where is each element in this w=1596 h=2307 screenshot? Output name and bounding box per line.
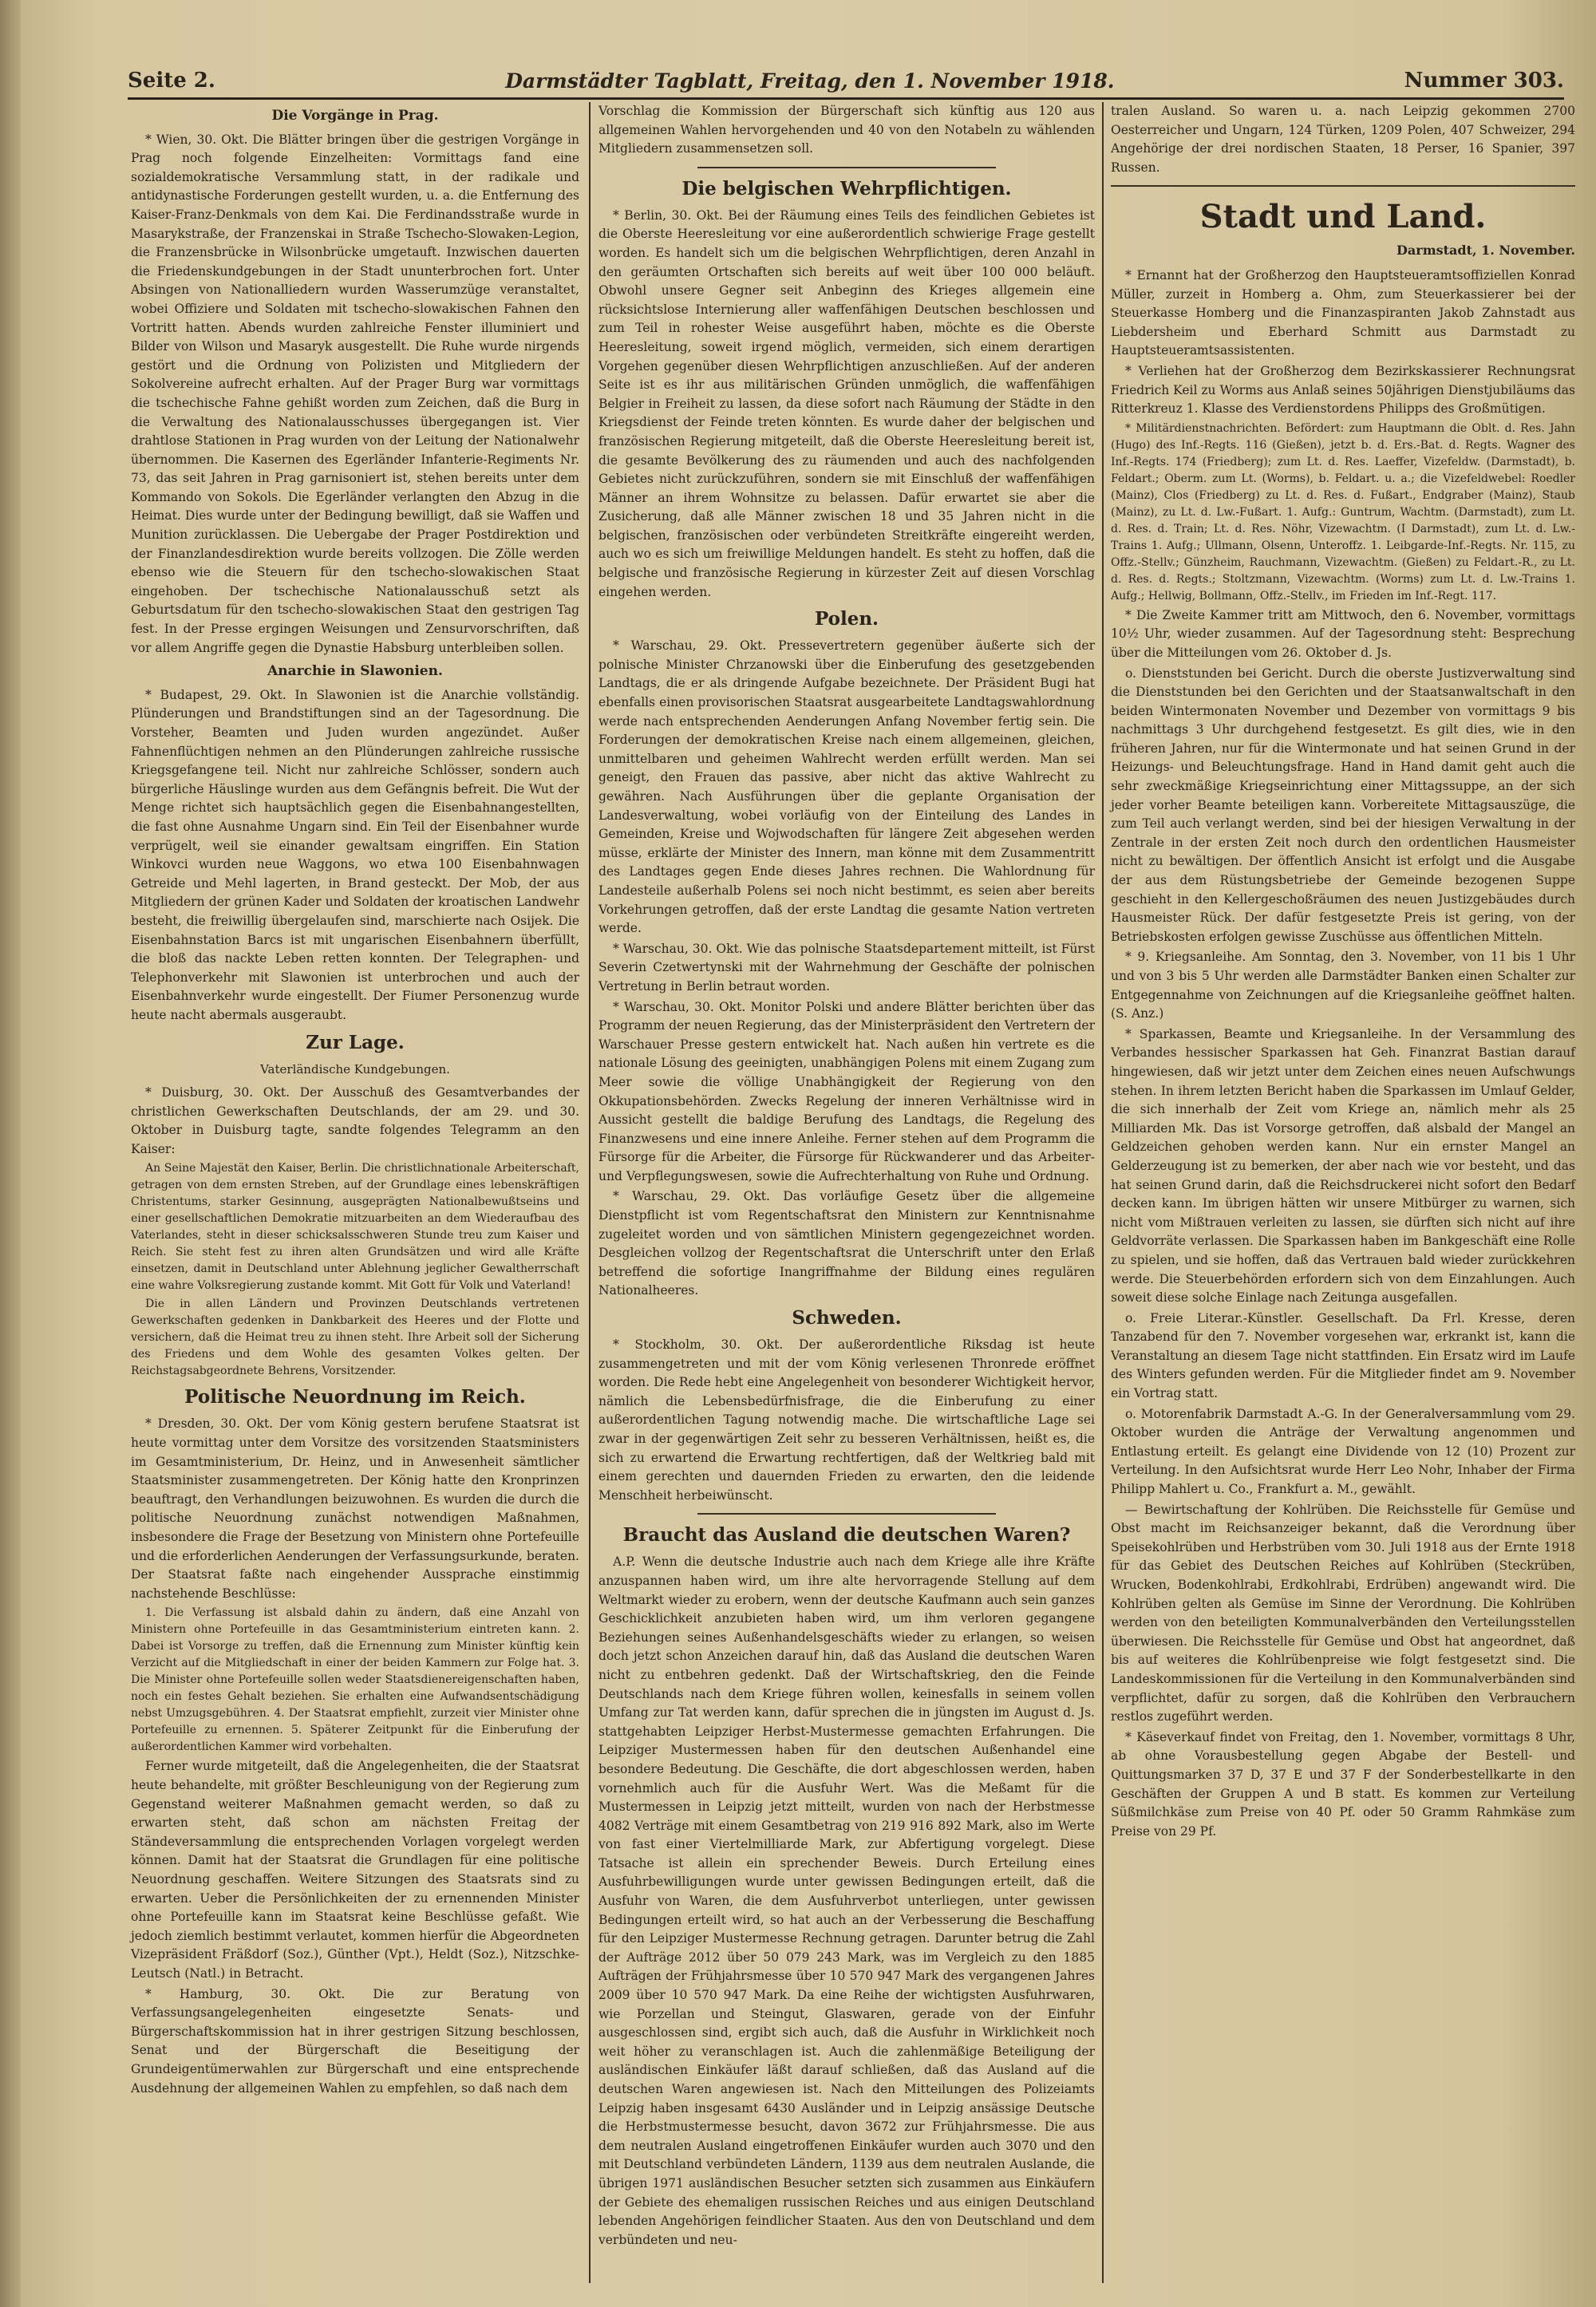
masthead (128, 56, 1564, 100)
section-title: Die Vorgänge in Prag. (271, 108, 439, 124)
section-title: Zur Lage. (306, 1031, 405, 1053)
article-paragraph: o. Freie Literar.-Künstler. Gesellschaft. Da Frl. Kresse, deren Tanzabend für den 7. November vorgesehen war, erkrankt ist, kann die Veranstaltung an diesem Tage nicht stattfinden. Ein Ersatz wird im Laufe des Winters gefunden werden. Für die Mitglieder findet am 9. November ein Vortrag statt. (1111, 1310, 1575, 1401)
article-paragraph: * Warschau, 30. Okt. Monitor Polski und andere Blätter berichten über das Programm der neuen Regierung, das der Ministerpräsident den Vertretern der Warschauer Presse gestern entwickelt hat. Nach außen hin vertrete es die nationale Lösung des geeinigten, unabhängigen Polens mit einem Zugang zum Meer sowie die völlige Unabhängigkeit der Regierung von den Okkupationsbehörden. Zwecks Regelung der inneren Verhältnisse wird in Aussicht gestellt die baldige Berufung des Landtags, die Regelung des Finanzwesens und eine innere Anleihe. Ferner stehen auf dem Programm die Fürsorge für die Arbeiter, die Fürsorge für Rückwanderer und das Arbeiter- und Verpflegungswesen, sowie die Aufrechterhaltung von Ruhe und Ordnung. (598, 999, 1095, 1183)
article-paragraph: * Wien, 30. Okt. Die Blätter bringen über die gestrigen Vorgänge in Prag noch folgende Einzelheiten: Vormittags fand eine sozialdemokratische Versammlung statt, in der radikale und antidynastische Forderungen gestellt wurden, u. a. die Entfernung des Kaiser-Franz-Denkmals von dem Kai. Die Ferdinandsstraße wurde in Masarykstraße, der Franzenskai in Straße Tschecho-Slowaken-Legion, die Franzensbrücke in Wilsonbrücke umgetauft. Inzwischen dauerten die Friedenskundgebungen in der Stadt ununterbrochen fort. Unter Absingen von Nationalliedern wurden Wasserumzüge veranstaltet, wobei Offiziere und Soldaten mit tschecho-slowakischen Fahnen den Vortritt hatten. Abends wurden zahlreiche Fenster illuminiert und Bilder von Wilson und Masaryk ausgestellt. Die Ruhe wurde nirgends gestört und die Ordnung von Polizisten und Mitgliedern der Sokolvereine aufrecht erhalten. Auf der Prager Burg war vormittags die tschechische Fahne gehißt worden zum Zeichen, daß die Burg in die Verwaltung des Nationalausschusses übergegangen ist. Vier drahtlose Stationen in Prag wurden von der Leitung der Nationalwehr übernommen. Die Kasernen des Egerländer Infanterie-Regiments Nr. 73, das seit Jahren in Prag garnisoniert ist, stehen bereits unter dem Kommando von Sokols. Die Egerländer verlangten den Abzug in die Heimat. Dies wurde unter der Bedingung bewilligt, daß sie Waffen und Munition zurücklassen. Die Uebergabe der Prager Postdirektion und der Finanzlandesdirektion wurde bereits vollzogen. Die Zölle werden ebenso wie die Steuern für den tschecho-slowakischen Staat eingehoben. Der tschechische Nationalausschuß setzt als Geburtsdatum für den tschecho-slowakischen Staat den gestrigen Tag fest. In der Presse ergingen Weisungen und Zensurvorschriften, daß vor allem Angriffe gegen die Dynastie Habsburg unterbleiben sollen. (131, 132, 579, 655)
section-subtitle: Vaterländische Kundgebungen. (260, 1061, 450, 1076)
column-rule-2 (1102, 102, 1104, 2283)
column-rule-1 (589, 102, 591, 2283)
article-paragraph: * Duisburg, 30. Okt. Der Ausschuß des Gesamtverbandes der christlichen Gewerkschaften Deutschlands, der am 29. und 30. Oktober in Duisburg tagte, sandte folgendes Telegramm an den Kaiser: (131, 1085, 579, 1156)
article-paragraph: * Militärdienstnachrichten. Befördert: zum Hauptmann die Oblt. d. Res. Jahn (Hugo) des Inf.-Regts. 116 (Gießen), jetzt b. d. Ers.-Bat. d. Regts. Wagner des Inf.-Regts. 174 (Friedberg); zum Lt. d. Res. Laeffer, Vizefeldw. (Darmstadt), b. Feldart.; Oberm. zum Lt. (Worms), b. Feldart. u. a.; die Vizefeldwebel: Roedler (Mainz), Clos (Friedberg) zu Lt. d. Res. d. Fußart., Endgraber (Mainz), Staub (Mainz), zu Lt. d. Lw.-Fußart. 1. Aufg.: Guntrum, Wachtm. (Darmstadt), zum Lt. d. Res. d. Train; Lt. d. Res. Nöhr, Vizewachtm. (I Darmstadt), zum Lt. d. Lw.-Trains 1. Aufg.; Ullmann, Olsenn, Unteroffz. 1. Leibgarde-Inf.-Regts. Nr. 115, zu Offz.-Stellv.; Günzheim, Rauchmann, Vizewachtm. (Gießen) zu Feldart.-R., zu Lt. d. Res. d. Regts.; Stoltzmann, Vizewachtm. (Worms) zum Lt. d. Lw.-Trains 1. Aufg.; Hellwig, Bollmann, Offz.-Stellv., im Frieden im Inf.-Regt. 117. (1111, 421, 1575, 602)
section-divider (697, 1513, 995, 1515)
article-paragraph: * 9. Kriegsanleihe. Am Sonntag, den 3. November, von 11 bis 1 Uhr und von 3 bis 5 Uhr werden alle Darmstädter Banken einen Schalter zur Entgegennahme von Zeichnungen auf die Kriegsanleihe geöffnet halten. (S. Anz.) (1111, 950, 1575, 1021)
page-fold-shadow (0, 0, 21, 2307)
article-paragraph: * Berlin, 30. Okt. Bei der Räumung eines Teils des feindlichen Gebietes ist die Oberste Heeresleitung vor eine außerordentlich schwierige Frage gestellt worden. Es handelt sich um die belgischen Wehrpflichtigen, deren Anzahl in den geräumten Ortschaften sich bereits auf weit über 100 000 beläuft. Obwohl unsere Gegner seit Anbeginn des Krieges allgemein eine rücksichtslose Internierung aller waffenfähigen Deutschen beschlossen und zum Teil in rohester Weise ausgeführt haben, möchte es die Oberste Heeresleitung, soweit irgend möglich, vermeiden, sich einem derartigen Vorgehen gegenüber diesen Wehrpflichtigen anzuschließen. Auf der anderen Seite ist es ihr aus militärischen Gründen unmöglich, die waffenfähigen Belgier in Freiheit zu lassen, da diese sofort nach Räumung der Städte in den Kriegsdienst der Feinde treten könnten. Es wurde daher der belgischen und französischen Regierung mitgeteilt, daß die Oberste Heeresleitung bereit ist, die gesamte Bevölkerung des zu räumenden und auch des nachfolgenden Gebietes nicht zurückzuführen, sondern sie mit Einschluß der waffenfähigen Männer an ihrem Wohnsitze zu belassen. Dafür erwartet sie aber die Zusicherung, daß alle Männer zwischen 18 und 35 Jahren nicht in die belgischen, französischen oder verbündeten Streitkräfte eingereiht werden, auch wo es sich um freiwillige Meldungen handelt. Es steht zu hoffen, daß die belgische und französische Regierung in kürzester Zeit auf diesen Vorschlag eingehen werden. (598, 207, 1095, 599)
section-title: Die belgischen Wehrpflichtigen. (681, 177, 1012, 199)
article-paragraph: * Budapest, 29. Okt. In Slawonien ist die Anarchie vollständig. Plünderungen und Brandstiftungen sind an der Tagesordnung. Die Vorsteher, Beamten und Juden wurden angezündet. Außer Fahnenflüchtigen nehmen an den Plünderungen zahlreiche russische Kriegsgefangene teil. Nicht nur zahlreiche Schlösser, sondern auch bürgerliche Häuslinge wurden aus dem Gefängnis befreit. Die Wut der Menge richtet sich hauptsächlich gegen die Eisenbahnangestellten, die fast ohne Ausnahme Ungarn sind. Ein Teil der Eisenbahner wurde verprügelt, weil sie einander gewaltsam eingriffen. Ein Station Winkovci wurden neue Waggons, wo etwa 100 Eisenbahnwagen Getreide und Mehl lagerten, in Brand gesteckt. Der Mob, der aus Mitgliedern der grünen Kader und Soldaten der kroatischen Landwehr besteht, die freiwillig übergelaufen sind, marschierte nach Osijek. Die Eisenbahnstation Barcs ist mit ungarischen Eisenbahnern überfüllt, die bloß das nackte Leben retten konnten. Der Telegraphen- und Telephonverkehr mit Slawonien ist unterbrochen und auch der Eisenbahnverkehr wurde eingestellt. Der Fiumer Personenzug wurde heute nacht abermals ausgeraubt. (131, 687, 579, 1022)
article-paragraph: Die in allen Ländern und Provinzen Deutschlands vertretenen Gewerkschaften gedenken in Dankbarkeit des Heeres und der Flotte und versichern, daß die Heimat treu zu ihnen steht. Ihre Arbeit soll der Sicherung des Friedens und dem Wohle des gesamten Volkes gelten. Der Reichstagsabgeordnete Behrens, Vorsitzender. (131, 1298, 579, 1378)
column-1 (128, 102, 583, 2291)
article-paragraph: * Verliehen hat der Großherzog dem Bezirkskassierer Rechnungsrat Friedrich Keil zu Worms aus Anlaß seines 50jährigen Dienstjubiläums das Ritterkreuz 1. Klasse des Verdienstordens Philipps des Großmütigen. (1111, 363, 1575, 417)
article-paragraph: * Sparkassen, Beamte und Kriegsanleihe. In der Versammlung des Verbandes hessischer Sparkassen hat Geh. Finanzrat Bastian darauf hingewiesen, daß wir jetzt unter dem Zeichen eines neuen Aufschwungs stehen. In ihrem letzten Bericht haben die Sparkassen im Umlauf Gelder, die sich innerhalb der Zeit vom Kriege an, nämlich mehr als 25 Milliarden Mk. Das ist Vorsorge getroffen, daß alsbald der Mangel an Geldzeichen gehoben werden kann. Nur ein ernster Mangel an Gelderzeugung ist zu bemerken, der aber nach wie vor besteht, und das hat seinen Grund darin, daß die Reichsdruckerei nicht sofort den Bedarf decken kann. Im übrigen hätten wir unsere Mitbürger zu warnen, sich nicht vom Mißtrauen verleiten zu lassen, sie dürften sich nicht auf ihre Geldvorräte verlassen. Die Sparkassen haben im Bankgeschäft eine Rolle zu spielen, und sie hoffen, daß das Vertrauen bald wieder zurückkehren werde. Die Steuerbehörden erfordern sich von dem Einzahlungen. Auch soweit diese solche Einlage nach Zeitunga ausgefallen. (1111, 1026, 1575, 1306)
section-divider (697, 167, 995, 168)
article-paragraph: tralen Ausland. So waren u. a. nach Leipzig gekommen 2700 Oesterreicher und Ungarn, 124 Türken, 1209 Polen, 407 Schweizer, 294 Angehörige der drei nordischen Staaten, 18 Perser, 16 Spanier, 397 Russen. (1111, 104, 1575, 175)
article-paragraph: 1. Die Verfassung ist alsbald dahin zu ändern, daß eine Anzahl von Ministern ohne Portefeuille in das Gesamtministerium eintreten kann. 2. Dabei ist Vorsorge zu treffen, daß die Ernennung zum Minister künftig kein Verzicht auf die Mitgliedschaft in einer der beiden Kammern zur Folge hat. 3. Die Minister ohne Portefeuille sollen weder Staatsdienereigenschaften haben, noch ein festes Gehalt beziehen. Sie erhalten eine Aufwandsentschädigung nebst Umzugsgebühren. 4. Der Staatsrat empfiehlt, zurzeit vier Minister ohne Portefeuille zu ernennen. 5. Späterer Zeitpunkt für die Einberufung der außerordentlichen Kammer wird vorbehalten. (131, 1606, 579, 1754)
section-divider (1111, 185, 1575, 187)
article-paragraph: o. Dienststunden bei Gericht. Durch die oberste Justizverwaltung sind die Dienststunden bei den Gerichten und der Staatsanwaltschaft in den beiden Wintermonaten November und Dezember von vormittags 9 bis nachmittags 3 Uhr durchgehend festgesetzt. Es gilt dies, wie in den früheren Jahren, nur für die Wintermonate und hat seinen Grund in der Heizungs- und Beleuchtungsfrage. Hand in Hand damit geht auch die sehr zweckmäßige Kriegseinrichtung einer Mittagssuppe, an der sich jeder vorher Beamte beteiligen kann. Vorbereitete Mittagsauszüge, die zum Teil auch verlangt werden, sind bei der hiesigen Verwaltung in der Zentrale in der ersten Zeit noch durch den ordentlichen Hausmeister nicht zu bewältigen. Der öffentlich Ansicht ist erfolgt und die Ausgabe der aus dem Rüstungsbetriebe der Gemeinde bezogenen Suppe geschieht in den Kellergeschoßräumen des neuen Justizgebäudes durch Hausmeister Rück. Der dafür festgesetzte Preis ist gering, von der Betriebskosten erfolgen gewisse Zuschüsse aus öffentlichen Mitteln. (1111, 666, 1575, 944)
article-paragraph: * Warschau, 30. Okt. Wie das polnische Staatsdepartement mitteilt, ist Fürst Severin Czetwertynski mit der Wahrnehmung der Geschäfte der polnischen Vertretung in Berlin betraut worden. (598, 941, 1095, 994)
section-title: Politische Neuordnung im Reich. (184, 1386, 526, 1408)
article-paragraph: * Käseverkauf findet von Freitag, den 1. November, vormittags 8 Uhr, ab ohne Vorausbestellung gegen Abgabe der Bestell- und Quittungsmarken 37 D, 37 E und 37 F der Sonderbestellkarte in den Geschäften der Gruppen A und B statt. Es kommen zur Verteilung Süßmilchkäse zum Preise von 40 Pf. oder 50 Gramm Rahmkäse zum Preise von 29 Pf. (1111, 1729, 1575, 1839)
column-3 (1108, 102, 1578, 2291)
article-paragraph: * Die Zweite Kammer tritt am Mittwoch, den 6. November, vormittags 10½ Uhr, wieder zusammen. Auf der Tagesordnung steht: Besprechung über die Mitteilungen vom 26. Oktober d. Js. (1111, 607, 1575, 660)
article-paragraph: * Warschau, 29. Okt. Das vorläufige Gesetz über die allgemeine Dienstpflicht ist vom Regentschaftsrat den Ministern zur Kenntnisnahme zugeleitet worden und von sämtlichen Ministern gegengezeichnet worden. Desgleichen vollzog der Regentschaftsrat die Unterschrift unter den Erlaß betreffend die sofortige Inangriffnahme der Bildung eines regulären Nationalheeres. (598, 1189, 1095, 1298)
article-paragraph: A.P. Wenn die deutsche Industrie auch nach dem Kriege alle ihre Kräfte anzuspannen haben wird, um ihre alte hervorragende Stellung auf dem Weltmarkt wieder zu erobern, wenn der deutsche Kaufmann auch sein ganzes Geschicklichkeit anzubieten haben wird, um ihm verloren gegangene Beziehungen seines Außenhandelsgeschäfts wieder zu erlangen, so weisen doch jetzt schon Anzeichen darauf hin, daß das Ausland die deutschen Waren nicht zu entbehren gedenkt. Daß der Wirtschaftskrieg, den die Feinde Deutschlands nach dem Kriege führen wollen, keinesfalls in seinem vollen Umfang zur Tat werden kann, dafür sprechen die in jüngsten im August d. Js. stattgehabten Leipziger Herbst-Mustermesse gemachten Erfahrungen. Die Leipziger Mustermessen haben für den deutschen Außenhandel eine besondere Bedeutung. Die Geschäfte, die dort abgeschlossen werden, haben vornehmlich auch für die Ausfuhr Wert. Was die Meßamt für die Mustermessen in Leipzig jetzt mitteilt, wurden von nach der Herbstmesse 4082 Verträge mit einem Gesamtbetrag von 219 916 892 Mark, also im Werte von fast einer Viertelmilliarde Mark, zur Abfertigung vorgelegt. Diese Tatsache ist allein ein sprechender Beweis. Durch Erteilung eines Ausfuhrbewilligungen wurde unter gewissen Bedingungen erteilt, daß die Ausfuhr von Waren, die dem Ausfuhrverbot unterliegen, unter gewissen Bedingungen erteilt wird, so hat auch an der Verbesserung die Beschaffung für den Leipziger Mustermesse Rechnung getragen. Darunter betrug die Zahl der Aufträge 2012 über 50 079 243 Mark, was im Vergleich zu den 1885 Aufträgen der Frühjahrsmesse über 10 570 947 Mark des vergangenen Jahres 2009 über 10 570 947 Mark. Da eine Reihe der wichtigsten Ausfuhrwaren, wie Porzellan und Steingut, Glaswaren, gerade von der Einfuhr ausgeschlossen sind, ergibt sich auch, daß die Ausfuhr in Wirklichkeit noch weit höher zu veranschlagen ist. Auch die zahlenmäßige Beteiligung der ausländischen Einkäufer läßt darauf schließen, daß das Ausland auf die deutschen Waren angewiesen ist. Nach den Mitteilungen des Polizeiamts Leipzig haben insgesamt 6430 Ausländer und in Leipzig ansässige Deutsche die Herbstmustermesse besucht, davon 3672 zur Frühjahrsmesse. Die aus dem neutralen Ausland eingetroffenen Einkäufer wurden auch 3070 und den mit Deutschland verbündeten Ländern, 1139 aus dem neutralen Auslande, die übrigen 1971 ausländischen Besucher setzten sich zusammen aus Einkäufern der Gebiete des ehemaligen russischen Reiches und aus einigen Deutschland lebenden Angehörigen feindlicher Staaten. Aus den von Deutschland und dem verbündeten und neu- (598, 1554, 1095, 2247)
article-paragraph: * Ernannt hat der Großherzog den Hauptsteueramtsoffiziellen Konrad Müller, zurzeit in Homberg a. Ohm, zum Steuerkassierer bei der Steuerkasse Homberg und die Finanzaspiranten Jakob Zahnstadt aus Liebdersheim und Eberhard Schmitt aus Darmstadt zu Hauptsteueramtsassistenten. (1111, 267, 1575, 358)
section-title: Schweden. (792, 1307, 902, 1329)
article-paragraph: * Hamburg, 30. Okt. Die zur Beratung von Verfassungsangelegenheiten eingesetzte Senats- und Bürgerschaftskommission hat in ihrer gestrigen Sitzung beschlossen, Senat und der Bürgerschaft die Beseitigung der Grundeigentümerwahlen zur Bürgerschaft und eine entsprechende Ausdehnung der allgemeinen Wahlen zu empfehlen, so daß nach dem (131, 1986, 579, 2096)
section-title: Braucht das Ausland die deutschen Waren? (622, 1524, 1071, 1547)
column-2 (595, 102, 1098, 2291)
article-paragraph: An Seine Majestät den Kaiser, Berlin. Die christlichnationale Arbeiterschaft, getragen von dem ernsten Streben, auf der Grundlage eines lebenskräftigen Christentums, starker Gesinnung, ausgeprägten Nationalbewußtseins und einer gesellschaftlichen Demokratie mitzuarbeiten an dem Wiederaufbau des Vaterlandes, steht in dieser schicksalsschweren Stunde treu zum Kaiser und Reich. Sie steht fest zu ihren alten Grundsätzen und wird alle Kräfte einsetzen, damit in Deutschland unter Ablehnung jeglicher Gewaltherrschaft eine wahre Volksregierung zustande kommt. Mit Gott für Volk und Vaterland! (131, 1162, 579, 1293)
article-paragraph: o. Motorenfabrik Darmstadt A.-G. In der Generalversammlung vom 29. Oktober wurden die Anträge der Verwaltung angenommen und Entlastung erteilt. Es gelangt eine Dividende von 12 (10) Prozent zur Verteilung. In den Aufsichtsrat wurde Herr Leo Nohr, Inhaber der Firma Philipp Mahlert u. Co., Frankfurt a. M., gewählt. (1111, 1406, 1575, 1497)
page-number: Seite 2. (128, 69, 215, 93)
issue-number: Nummer 303. (1404, 69, 1564, 93)
section-title: Anarchie in Slawonien. (267, 663, 443, 680)
paper-title: Darmstädter Tagblatt, Freitag, den 1. November 1918. (505, 69, 1115, 93)
article-paragraph: * Warschau, 29. Okt. Pressevertretern gegenüber äußerte sich der polnische Minister Chrzanowski über die Einberufung des gesetzgebenden Landtags, die er als dringende Aufgabe bezeichnete. Der Präsident Bugi hat ebenfalls einen provisorischen Staatsrat ausgearbeitete Landtagswahlordnung werde nach entsprechenden Aenderungen Anfang November fertig sein. Die Forderungen der demokratischen Kreise nach einem allgemeinen, gleichen, unmittelbaren und geheimen Wahlrecht werden erfüllt werden. Man sei geneigt, den Frauen das passive, aber nicht das aktive Wahlrecht zu gewähren. Nach Ausführungen über die geplante Organisation der Landesverwaltung, wobei vorläufig von der Einteilung des Landes in Gemeinden, Kreise und Wojwodschaften für längere Zeit abgesehen werden müsse, erklärte der Minister des Innern, man könne mit dem Zusammentritt des Landtages gegen Ende dieses Jahres rechnen. Die Wahlordnung für Landesteile außerhalb Polens sei noch nicht bestimmt, es seien aber bereits Vorkehrungen getroffen, daß der erste Landtag die gesamte Nation vertreten werde. (598, 638, 1095, 936)
dateline: Darmstadt, 1. November. (1396, 243, 1575, 259)
article-paragraph: — Bewirtschaftung der Kohlrüben. Die Reichsstelle für Gemüse und Obst macht im Reichsanzeiger bekannt, daß die Verordnung über Speisekohlrüben und Herbstrüben vom 30. Juli 1918 aus der Ernte 1918 für das Gebiet des Deutschen Reiches auf Kohlrüben (Steckrüben, Wrucken, Bodenkohlrabi, Erdkohlrabi, Erdrüben) angewandt wird. Die Kohlrüben gelten als Gemüse im Sinne der Verordnung. Die Kohlrüben werden von den beteiligten Kommunalverbänden den Verteilungsstellen überwiesen. Die Reichsstelle für Gemüse und Obst hat angeordnet, daß bis auf weiteres die Kohlrübenpreise wie folgt festgesetzt sind. Die Landeskommissionen für die Verteilung in den Kommunalverbänden sind verpflichtet, dafür zu sorgen, daß die Kohlrüben den Verbrauchern restlos zugeführt werden. (1111, 1502, 1575, 1724)
section-title: Stadt und Land. (1199, 198, 1487, 236)
article-paragraph: Vorschlag die Kommission der Bürgerschaft sich künftig aus 120 aus allgemeinen Wahlen hervorgehenden und 40 von den Notabeln zu wählenden Mitgliedern zusammensetzen soll. (598, 104, 1095, 156)
article-paragraph: Ferner wurde mitgeteilt, daß die Angelegenheiten, die der Staatsrat heute behandelte, mit größter Beschleunigung von der Regierung zum Gegenstand weiterer Maßnahmen gemacht werden, so daß zu erwarten steht, daß schon am nächsten Freitag der Ständeversammlung die entsprechenden Vorlagen vorgelegt werden können. Damit hat der Staatsrat die Grundlagen für eine politische Neuordnung geschaffen. Weitere Sitzungen des Staatsrats sind zu erwarten. Ueber die Persönlichkeiten der zu ernennenden Minister ohne Portefeuille kann im Staatsrat keine Beschlüsse gefaßt. Wie jedoch ziemlich bestimmt verlautet, kommen hierfür die Abgeordneten Vizepräsident Fräßdorf (Soz.), Günther (Vpt.), Heldt (Soz.), Nitzschke-Leutsch (Natl.) in Betracht. (131, 1759, 579, 1981)
article-paragraph: * Stockholm, 30. Okt. Der außerordentliche Riksdag ist heute zusammengetreten und mit der vom König verlesenen Thronrede eröffnet worden. Die Rede hebt eine Angelegenheit von besonderer Wichtigkeit hervor, nämlich die Lebensbedürfnisfrage, die die Einberufung zu einer außerordentlichen Tagung notwendig mache. Die wirtschaftliche Lage sei zwar in der gegenwärtigen Zeit sehr zu besseren Verhältnissen, heißt es, die sich zu erwartend die Erwartung rechtfertigen, daß der Weltkrieg bald mit einem gerechten und dauernden Frieden zu erwarten, den die leidende Menschheit herbeiwünscht. (598, 1337, 1095, 1503)
section-title: Polen. (814, 608, 879, 630)
article-paragraph: * Dresden, 30. Okt. Der vom König gestern berufene Staatsrat ist heute vormittag unter dem Vorsitze des vorsitzenden Staatsministers im Gesamtministerium, Dr. Heinz, und in Anwesenheit sämtlicher Staatsminister zusammengetreten. Der König hatte den Kronprinzen beauftragt, den Verhandlungen beizuwohnen. Es wurden die durch die politische Neuordnung zunächst notwendigen Maßnahmen, insbesondere die Frage der Besetzung von Ministern ohne Portefeuille und die erforderlichen Aenderungen der Verfassungsurkunde, beraten. Der Staatsrat faßte nach eingehender Aussprache einstimmig nachstehende Beschlüsse: (131, 1416, 579, 1601)
